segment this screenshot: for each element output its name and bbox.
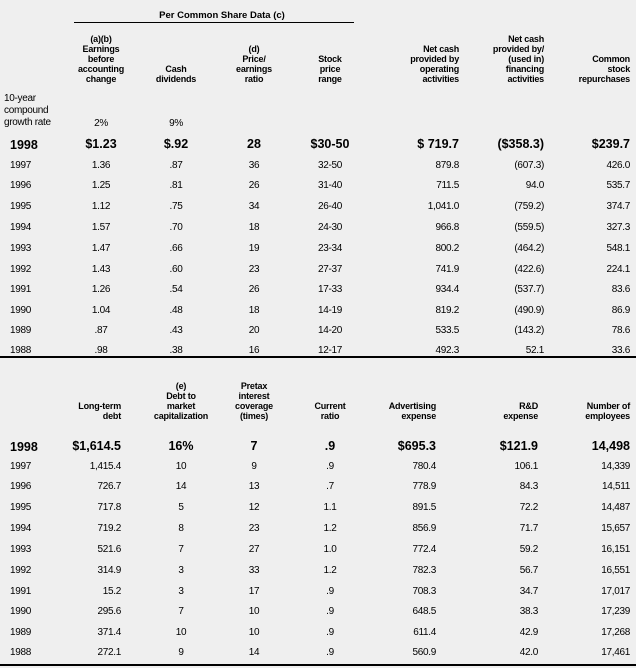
cell-op-cash: 819.2 [435, 305, 459, 316]
cell-coverage: 27 [248, 544, 260, 555]
cell-fin-cash: (490.9) [514, 305, 544, 316]
cell-adv: 782.3 [412, 565, 436, 576]
growth-earnings: 2% [94, 118, 108, 129]
column-header-pe: (d) Price/ earnings ratio [236, 44, 272, 84]
cell-repurchases: 83.6 [611, 284, 630, 295]
cell-emp: 14,339 [601, 461, 630, 472]
cell-pe: 18 [248, 305, 260, 316]
cell-price: 24-30 [317, 222, 343, 233]
cell-earnings: 1.04 [91, 305, 111, 316]
cell-coverage: 23 [248, 523, 260, 534]
cell-debt-cap: 3 [178, 565, 184, 576]
cell-ratio: .9 [326, 647, 334, 658]
cell-debt-cap: 10 [175, 627, 187, 638]
cell-fin-cash: 52.1 [525, 345, 544, 356]
cell-price: 14-20 [317, 325, 343, 336]
cell-ltd: 717.8 [97, 502, 121, 513]
row-year: 1996 [10, 180, 32, 191]
cell-ltd: 1,415.4 [89, 461, 121, 472]
cell-earnings: 1.25 [91, 180, 111, 191]
cell-earnings: 1.26 [91, 284, 111, 295]
cell-fin-cash: (143.2) [514, 325, 544, 336]
cell-repurchases: 535.7 [606, 180, 630, 191]
cell-emp: 14,487 [601, 502, 630, 513]
cell-debt-cap: 8 [178, 523, 184, 534]
column-header-coverage: Pretax interest coverage (times) [235, 381, 273, 421]
cell-ratio: .9 [326, 586, 334, 597]
cell-debt-cap: 16% [168, 439, 194, 453]
cell-emp: 14,498 [591, 439, 630, 453]
cell-adv: 772.4 [412, 544, 436, 555]
cell-repurchases: 224.1 [606, 264, 630, 275]
cell-earnings: 1.43 [91, 264, 111, 275]
cell-dividends: .70 [169, 222, 183, 233]
row-year: 1998 [10, 138, 38, 152]
row-year: 1998 [10, 440, 38, 454]
cell-repurchases: 327.3 [606, 222, 630, 233]
section-divider [0, 356, 636, 358]
cell-ltd: 726.7 [97, 481, 121, 492]
cell-dividends: .81 [169, 180, 183, 191]
cell-repurchases: 374.7 [606, 201, 630, 212]
cell-pe: 19 [248, 243, 260, 254]
cell-fin-cash: (607.3) [514, 160, 544, 171]
row-year: 1992 [10, 264, 32, 275]
financial-condition-table [0, 366, 636, 668]
cell-price: 31-40 [317, 180, 343, 191]
growth-dividends: 9% [169, 118, 183, 129]
group-title: Per Common Share Data (c) [159, 10, 285, 21]
column-header-dividends: Cash dividends [155, 64, 197, 84]
cell-rd: 72.2 [519, 502, 538, 513]
cell-price: 14-19 [317, 305, 343, 316]
cell-dividends: $.92 [163, 137, 189, 151]
cell-ratio: 1.2 [323, 523, 337, 534]
cell-coverage: 17 [248, 586, 260, 597]
cell-dividends: .60 [169, 264, 183, 275]
row-year: 1988 [10, 647, 32, 658]
column-header-ltd: Long-term debt [78, 401, 121, 421]
cell-rd: 106.1 [514, 461, 538, 472]
cell-rd: 38.3 [519, 606, 538, 617]
cell-coverage: 33 [248, 565, 260, 576]
cell-rd: 42.0 [519, 647, 538, 658]
cell-repurchases: 426.0 [606, 160, 630, 171]
cell-pe: 18 [248, 222, 260, 233]
cell-op-cash: 711.5 [436, 180, 459, 191]
cell-ratio: .7 [326, 481, 334, 492]
row-year: 1994 [10, 222, 32, 233]
cell-price: 12-17 [317, 345, 343, 356]
row-year: 1991 [10, 586, 32, 597]
cell-rd: $121.9 [499, 439, 538, 453]
cell-rd: 71.7 [519, 523, 538, 534]
cell-rd: 42.9 [519, 627, 538, 638]
column-header-adv: Advertising expense [388, 401, 436, 421]
column-header-earnings: (a)(b) Earnings before accounting change [77, 34, 124, 84]
cell-emp: 16,551 [601, 565, 630, 576]
cell-rd: 59.2 [519, 544, 538, 555]
cell-op-cash: 492.3 [435, 345, 459, 356]
cell-op-cash: 800.2 [435, 243, 459, 254]
row-year: 1990 [10, 606, 32, 617]
cell-price: $30-50 [310, 137, 350, 151]
cell-adv: 560.9 [412, 647, 436, 658]
cell-emp: 17,017 [601, 586, 630, 597]
cell-adv: 856.9 [412, 523, 436, 534]
cell-op-cash: 934.4 [435, 284, 459, 295]
cell-ltd: 314.9 [97, 565, 121, 576]
cell-debt-cap: 14 [175, 481, 187, 492]
cell-ratio: .9 [326, 461, 334, 472]
row-year: 1989 [10, 627, 32, 638]
cell-dividends: .43 [169, 325, 183, 336]
cell-emp: 15,657 [601, 523, 630, 534]
cell-coverage: 9 [251, 461, 257, 472]
column-header-emp: Number of employees [585, 401, 630, 421]
cell-debt-cap: 10 [175, 461, 187, 472]
cell-earnings: 1.12 [91, 201, 111, 212]
cell-pe: 36 [248, 160, 260, 171]
cell-ratio: .9 [326, 606, 334, 617]
cell-adv: 648.5 [412, 606, 436, 617]
cell-emp: 17,268 [601, 627, 630, 638]
cell-debt-cap: 9 [178, 647, 184, 658]
cell-op-cash: 1,041.0 [427, 201, 459, 212]
cell-debt-cap: 7 [178, 544, 184, 555]
cell-pe: 23 [248, 264, 260, 275]
cell-adv: 708.3 [412, 586, 436, 597]
cell-debt-cap: 5 [178, 502, 184, 513]
cell-op-cash: $ 719.7 [417, 137, 459, 151]
cell-pe: 26 [248, 180, 260, 191]
cell-price: 32-50 [317, 160, 343, 171]
cell-coverage: 13 [248, 481, 260, 492]
cell-rd: 56.7 [519, 565, 538, 576]
cell-repurchases: 33.6 [611, 345, 630, 356]
column-header-price: Stock price range [318, 54, 342, 84]
cell-op-cash: 879.8 [435, 160, 459, 171]
cell-price: 23-34 [317, 243, 343, 254]
cell-ratio: 1.2 [323, 565, 337, 576]
cell-dividends: .38 [169, 345, 183, 356]
cell-pe: 20 [248, 325, 260, 336]
cell-ratio: 1.1 [323, 502, 337, 513]
cell-debt-cap: 3 [178, 586, 184, 597]
cell-repurchases: 548.1 [606, 243, 630, 254]
cell-ltd: 295.6 [97, 606, 121, 617]
cell-adv: 778.9 [412, 481, 436, 492]
cell-rd: 34.7 [519, 586, 538, 597]
cell-price: 17-33 [317, 284, 343, 295]
cell-price: 26-40 [317, 201, 343, 212]
cell-emp: 17,461 [601, 647, 630, 658]
cell-fin-cash: (464.2) [514, 243, 544, 254]
cell-op-cash: 533.5 [435, 325, 459, 336]
cell-op-cash: 966.8 [435, 222, 459, 233]
cell-earnings: 1.57 [91, 222, 111, 233]
cell-fin-cash: (422.6) [514, 264, 544, 275]
cell-emp: 17,239 [601, 606, 630, 617]
cell-dividends: .48 [169, 305, 183, 316]
cell-fin-cash: (537.7) [514, 284, 544, 295]
column-header-ratio: Current ratio [314, 401, 346, 421]
cell-ratio: 1.0 [323, 544, 337, 555]
cell-coverage: 14 [248, 647, 260, 658]
cell-dividends: .87 [169, 160, 183, 171]
cell-earnings: .98 [94, 345, 108, 356]
cell-repurchases: $239.7 [591, 137, 630, 151]
cell-coverage: 10 [248, 627, 260, 638]
cell-op-cash: 741.9 [435, 264, 459, 275]
cell-fin-cash: (559.5) [514, 222, 544, 233]
cell-earnings: $1.23 [85, 137, 117, 151]
cell-ltd: 521.6 [97, 544, 121, 555]
cell-coverage: 12 [248, 502, 260, 513]
cell-ltd: 15.2 [102, 586, 121, 597]
cell-earnings: .87 [94, 325, 108, 336]
cell-repurchases: 78.6 [611, 325, 630, 336]
cell-adv: 611.4 [413, 627, 436, 638]
row-year: 1993 [10, 544, 32, 555]
row-year: 1997 [10, 160, 32, 171]
row-year: 1993 [10, 243, 32, 254]
cell-earnings: 1.36 [91, 160, 111, 171]
cell-fin-cash: ($358.3) [497, 137, 544, 151]
cell-pe: 28 [247, 137, 261, 151]
cell-ratio: .9 [324, 439, 336, 453]
column-header-rd: R&D expense [503, 401, 538, 421]
row-year: 1995 [10, 201, 32, 212]
cell-debt-cap: 7 [178, 606, 184, 617]
row-year: 1988 [10, 345, 32, 356]
cell-dividends: .75 [169, 201, 183, 212]
column-header-fin-cash: Net cash provided by/ (used in) financing activities [492, 34, 544, 84]
cell-adv: $695.3 [397, 439, 436, 453]
cell-repurchases: 86.9 [611, 305, 630, 316]
cell-rd: 84.3 [519, 481, 538, 492]
cell-ratio: .9 [326, 627, 334, 638]
cell-ltd: $1,614.5 [72, 439, 121, 453]
cell-pe: 26 [248, 284, 260, 295]
growth-rate-label: 10-year compound growth rate [4, 93, 51, 128]
cell-emp: 14,511 [601, 481, 630, 492]
cell-coverage: 10 [248, 606, 260, 617]
row-year: 1996 [10, 481, 32, 492]
row-year: 1995 [10, 502, 32, 513]
column-header-repurchases: Common stock repurchases [578, 54, 630, 84]
row-year: 1992 [10, 565, 32, 576]
row-year: 1997 [10, 461, 32, 472]
cell-emp: 16,151 [601, 544, 630, 555]
cell-coverage: 7 [250, 439, 258, 453]
group-title-rule [74, 22, 354, 23]
cell-fin-cash: (759.2) [514, 201, 544, 212]
cell-earnings: 1.47 [91, 243, 111, 254]
cell-ltd: 371.4 [97, 627, 121, 638]
row-year: 1989 [10, 325, 32, 336]
cell-adv: 891.5 [412, 502, 436, 513]
cell-dividends: .54 [169, 284, 183, 295]
cell-adv: 780.4 [412, 461, 436, 472]
cell-ltd: 719.2 [97, 523, 121, 534]
column-header-op-cash: Net cash provided by operating activities [410, 44, 459, 84]
row-year: 1991 [10, 284, 32, 295]
cell-pe: 16 [248, 345, 260, 356]
cell-pe: 34 [248, 201, 260, 212]
row-year: 1990 [10, 305, 32, 316]
cell-dividends: .66 [169, 243, 183, 254]
column-header-debt-cap: (e) Debt to market capitalization [153, 381, 209, 421]
cell-price: 27-37 [317, 264, 343, 275]
cell-ltd: 272.1 [97, 647, 121, 658]
cell-fin-cash: 94.0 [525, 180, 544, 191]
row-year: 1994 [10, 523, 32, 534]
